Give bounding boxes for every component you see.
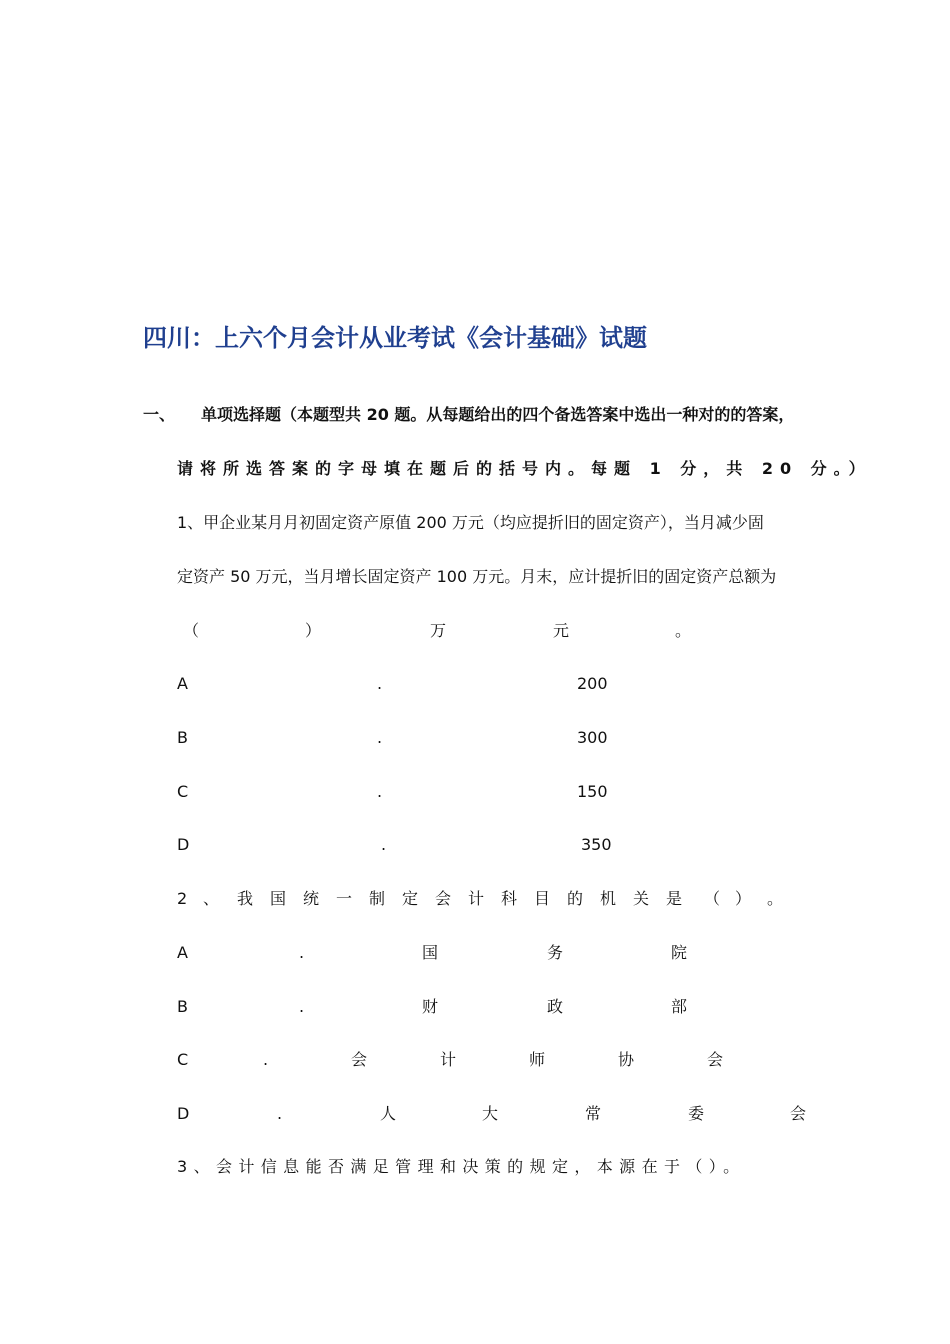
question-1-option-c[interactable] <box>177 777 817 807</box>
question-2-option-b[interactable] <box>177 992 817 1022</box>
option-letter: A <box>177 674 188 693</box>
stem-char: 2 <box>177 889 188 908</box>
open-paren: （ <box>183 621 200 640</box>
option-char: 部 <box>671 997 688 1016</box>
option-dot: . <box>377 782 383 801</box>
option-letter: C <box>177 1050 189 1069</box>
option-letter: B <box>177 728 188 747</box>
option-char: 政 <box>547 997 564 1016</box>
stem-char: 国 <box>270 889 287 908</box>
option-char: 人 <box>380 1104 397 1123</box>
option-dot: . <box>277 1104 283 1123</box>
option-dot: . <box>377 728 383 747</box>
option-text: 350 <box>581 835 612 854</box>
stem-char: 的 <box>567 889 584 908</box>
question-1-option-d[interactable] <box>177 830 817 860</box>
option-char: 常 <box>585 1104 602 1123</box>
option-text: 150 <box>577 782 608 801</box>
option-dot: . <box>299 943 305 962</box>
option-char: 师 <box>529 1050 546 1069</box>
question-2-option-c[interactable] <box>177 1045 817 1075</box>
option-char: 务 <box>547 943 564 962</box>
stem-char: 目 <box>534 889 551 908</box>
option-char: 院 <box>671 943 688 962</box>
unit-char: 万 <box>430 621 447 640</box>
stem-char: 、 <box>203 889 220 908</box>
option-char: 协 <box>618 1050 635 1069</box>
section-heading-line-2: 请将所选答案的字母填在题后的括号内。每题 1 分，共 20 分。） <box>177 459 872 478</box>
unit-char: 元 <box>553 621 570 640</box>
question-1-stem-line-2: 定资产 50 万元，当月增长固定资产 100 万元。月末，应计提折旧的固定资产总额为 <box>177 567 777 586</box>
close-paren: ） <box>305 621 322 640</box>
option-char: 会 <box>707 1050 724 1069</box>
period-mark: 。 <box>675 621 692 640</box>
stem-char: 一 <box>336 889 353 908</box>
option-dot: . <box>299 997 305 1016</box>
option-dot: . <box>263 1050 269 1069</box>
question-1-stem-line-1: 1、甲企业某月月初固定资产原值 200 万元（均应提折旧的固定资产），当月减少固 <box>177 513 764 532</box>
option-char: 会 <box>790 1104 807 1123</box>
stem-char: ） <box>735 889 752 908</box>
stem-char: 科 <box>501 889 518 908</box>
option-char: 计 <box>440 1050 457 1069</box>
stem-char: 是 <box>666 889 683 908</box>
question-3-stem: 3、会计信息能否满足管理和决策的规定，本源在于（）。 <box>177 1157 746 1176</box>
question-1-option-a[interactable] <box>177 669 817 699</box>
option-letter: C <box>177 782 189 801</box>
stem-char: 制 <box>369 889 386 908</box>
question-2-option-a[interactable] <box>177 938 817 968</box>
question-1-option-b[interactable] <box>177 723 817 753</box>
stem-char: （ <box>704 889 721 908</box>
option-letter: D <box>177 1104 190 1123</box>
option-dot: . <box>377 674 383 693</box>
option-dot: . <box>381 835 387 854</box>
stem-char: 关 <box>633 889 650 908</box>
option-char: 国 <box>422 943 439 962</box>
option-text: 300 <box>577 728 608 747</box>
option-letter: D <box>177 835 190 854</box>
stem-char: 会 <box>435 889 452 908</box>
stem-char: 计 <box>468 889 485 908</box>
option-char: 财 <box>422 997 439 1016</box>
stem-char: 定 <box>402 889 419 908</box>
option-char: 委 <box>688 1104 705 1123</box>
option-char: 会 <box>351 1050 368 1069</box>
section-number: 一、 <box>143 405 176 424</box>
option-letter: B <box>177 997 188 1016</box>
stem-char: 统 <box>303 889 320 908</box>
stem-char: 。 <box>767 889 784 908</box>
stem-char: 机 <box>600 889 617 908</box>
question-2-stem <box>177 884 817 914</box>
question-2-option-d[interactable] <box>177 1099 817 1129</box>
option-text: 200 <box>577 674 608 693</box>
stem-char: 我 <box>237 889 254 908</box>
question-1-stem-tail <box>177 616 817 646</box>
option-letter: A <box>177 943 188 962</box>
section-heading-line-1: 单项选择题（本题型共 20 题。从每题给出的四个备选答案中选出一种对的的答案， <box>201 405 795 424</box>
document-title: 四川：上六个月会计从业考试《会计基础》试题 <box>143 324 647 352</box>
option-char: 大 <box>482 1104 499 1123</box>
